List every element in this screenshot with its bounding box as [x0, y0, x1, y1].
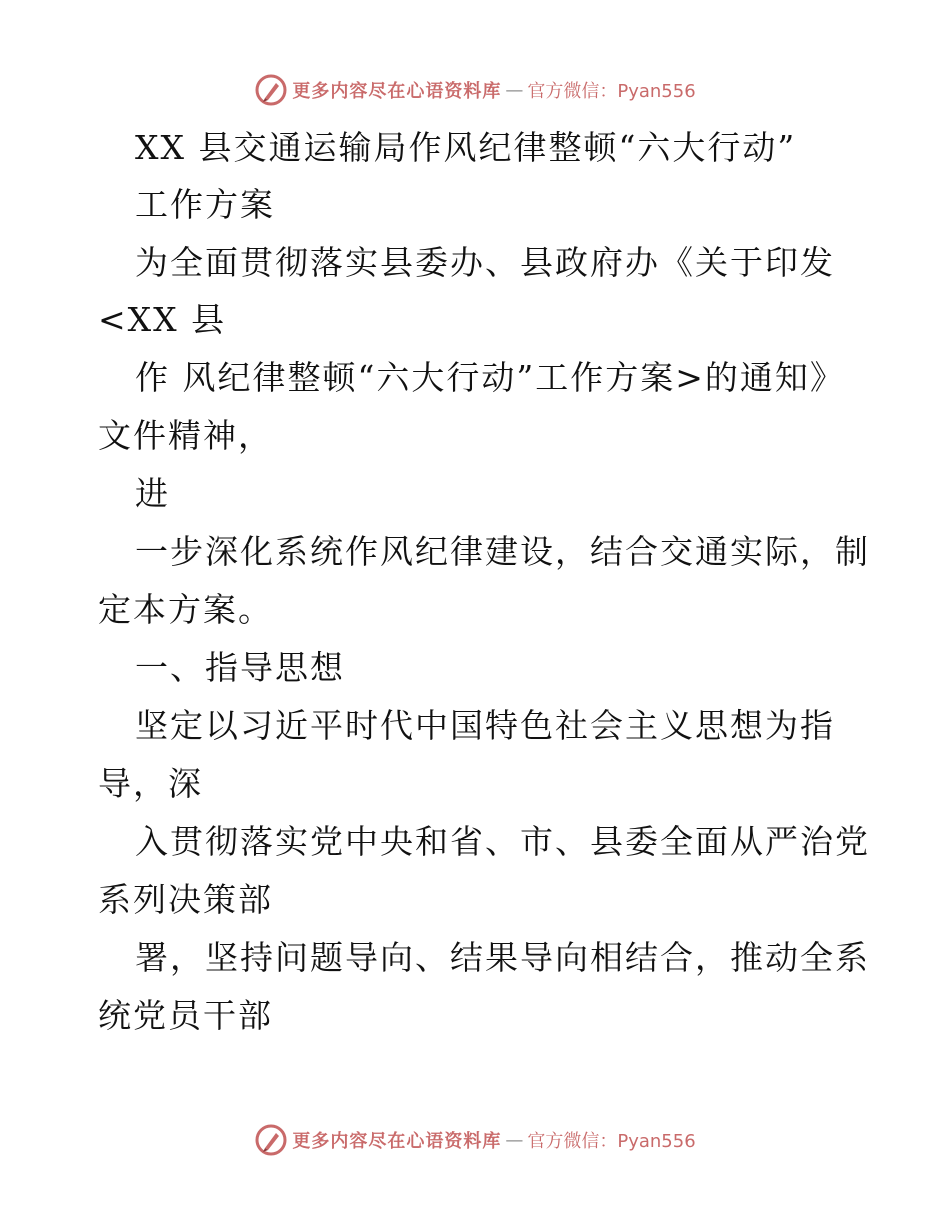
pen-logo-icon	[254, 1123, 288, 1157]
doc-text-line: 一步深化系统作风纪律建设，结合交通实际，制	[135, 532, 870, 571]
doc-text-line: 署，坚持问题导向、结果导向相结合，推动全系	[135, 938, 870, 977]
doc-text-line: 作 风纪律整顿“六大行动”工作方案>的通知》	[135, 358, 845, 397]
doc-text-line: 文件精神，	[98, 416, 273, 455]
doc-text-line: <XX 县	[98, 300, 227, 339]
doc-text-line: 入贯彻落实党中央和省、市、县委全面从严治党	[135, 822, 870, 861]
watermark-text: 更多内容尽在心语资料库	[292, 1131, 502, 1152]
watermark-separator: —	[505, 79, 524, 101]
watermark-footer	[0, 1120, 950, 1160]
watermark-header	[0, 70, 950, 110]
watermark-separator: —	[505, 1129, 524, 1151]
pen-logo-icon	[254, 73, 288, 107]
doc-text-line: 统党员干部	[98, 996, 273, 1035]
doc-text-line: 进	[135, 474, 170, 513]
doc-text-line: 为全面贯彻落实县委办、县政府办《关于印发	[135, 243, 835, 282]
doc-text-line: 坚定以习近平时代中国特色社会主义思想为指	[135, 706, 835, 745]
watermark-contact: 官方微信：Pyan556	[527, 81, 696, 102]
doc-text-line: 系列决策部	[98, 880, 273, 919]
doc-text-line: 导，深	[98, 764, 203, 803]
doc-title-line-1: XX 县交通运输局作风纪律整顿“六大行动”	[135, 128, 797, 167]
doc-title-line-2: 工作方案	[135, 185, 275, 224]
watermark-contact: 官方微信：Pyan556	[527, 1131, 696, 1152]
doc-text-line: 定本方案。	[98, 590, 273, 629]
watermark-text: 更多内容尽在心语资料库	[292, 81, 502, 102]
section-heading: 一、指导思想	[135, 648, 345, 687]
